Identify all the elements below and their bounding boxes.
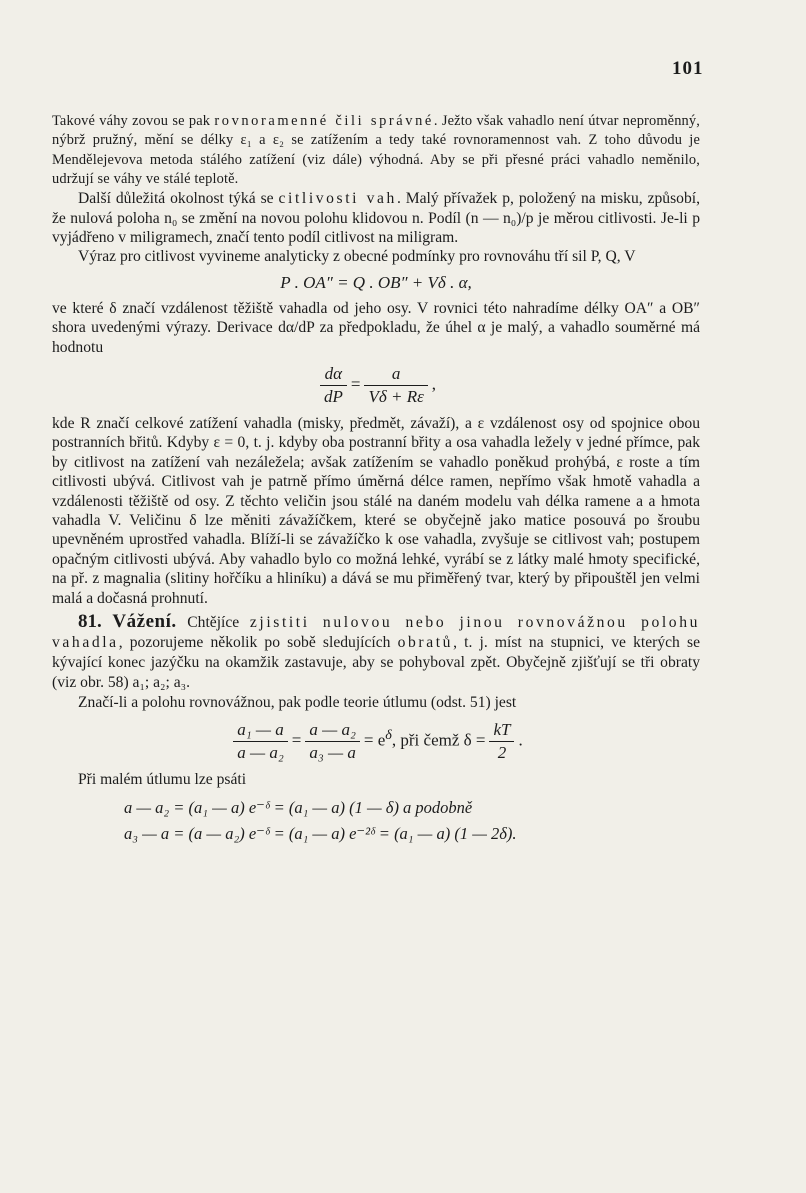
- section-81: 81. Vážení. Chtějíce zjistiti nulovou nebo jinou rovnovážnou polohu vahadla, pozorujeme několik po sobě sledujících obratů, t. j. míst na stupnici, ve kterých se kývající konec jazýčku na okamžik zastavuje, aby se pohyboval zpět. Obyčejně zjišťují se tři obraty (viz obr. 58) a₁; a₂; a₃.: [52, 611, 701, 692]
- emphasis-obratu: obratů: [397, 634, 454, 652]
- equation-block-small-damping: [52, 795, 700, 847]
- paragraph-analytic: Výraz pro citlivost vyvineme analyticky z obecné podmínky pro rovnováhu tří sil P, Q, V: [78, 248, 636, 266]
- fraction-1: $\frac{\text{a₁ — a}}{\text{a — a₂}}$: [233, 719, 288, 764]
- page-number: 101: [672, 58, 704, 79]
- paragraph-small-damping: Při malém útlumu lze psáti: [78, 770, 247, 788]
- fraction-da-dp: $\frac{d\alpha}{dP}$: [320, 363, 347, 408]
- emphasis-citlivost: citlivosti vah: [278, 190, 397, 208]
- fraction-2: $\frac{\text{a — a₂}}{\text{a₃ — a}}$: [305, 719, 360, 764]
- paragraph-damping: Značí-li a polohu rovnovážnou, pak podle teorie útlumu (odst. 51) jest: [78, 694, 517, 712]
- fraction-a-over: $\frac{a}{V\delta + R\varepsilon}$: [364, 363, 427, 408]
- section-title: Vážení.: [112, 611, 177, 633]
- equation-line-2: a₃ — a = (a — a₂) e⁻ᵟ = (a₁ — a) e⁻²ᵟ = (a₁ — a) (1 — 2δ).: [124, 823, 517, 843]
- page-body: [52, 112, 700, 847]
- equation-damping-ratio: $\frac{\text{a₁ — a}}{\text{a — a₂}}$ = $\frac{\text{a — a₂}}{\text{a₃ — a}}$ = $e^\delta$, při čemž δ = $\frac{kT}{2}$ .: [52, 719, 700, 764]
- paragraph-sensitivity: Další důležitá okolnost týká se citlivosti vah. Malý přívažek p, položený na misku, způsobí, že nulová poloha n₀ se změní na novou polohu klidovou n. Podíl (n — n₀)/p je měrou citlivosti. Je-li p vyjádřeno v miligramech, značí tento podíl citlivost na miligram.: [52, 190, 700, 246]
- equation-line-1: a — a₂ = (a₁ — a) e⁻ᵟ = (a₁ — a) (1 — δ) a podobně: [124, 797, 473, 817]
- equation-sensitivity-derivative: $\frac{d\alpha}{dP}$ = $\frac{a}{V\delta + R\varepsilon}$ ,: [52, 363, 700, 408]
- section-number: 81.: [78, 611, 102, 633]
- paragraph-balance-equal-arm: Takové váhy zovou se pak rovnoramenné čili správné. Ježto však vahadlo není útvar neproměnný, nýbrž pružný, mění se délky ε₁ a ε₂ se zatížením a tedy také rovnoramennost vah. Z toho důvodu je Mendělejevova metoda stálého zatížení (viz dále) výhodná. Aby se při přesné práci vahadlo neměnilo, udržují se váhy ve stálé teplotě.: [52, 113, 700, 187]
- paragraph-load: kde R značí celkové zatížení vahadla (misky, předmět, závaží), a ε vzdálenost osy od spojnice obou postranních břitů. Kdyby ε = 0, t. j. kdyby oba postranní břity a osa vahadla ležely v jedné přímce, pak by citlivost na zatížení vah nezáležela; avšak zatížením se vahadlo poněkud prohýbá, ε roste a tím citlivosti ubývá. Citlivost vah je patrně přímo úměrná délce ramen, nepřímo však hmotě vahadla a vzdálenosti těžiště od osy. Z těchto veličin jsou stálé na daném modelu vah délka ramene a a hmota vahadla V. Veličinu δ lze měniti závažíčkem, které se obyčejně jako matice posouvá po šroubu upevněném uprostřed vahadla. Blíží-li se závažíčko k ose vahadla, zvyšuje se citlivost vah; postupem opačným citlivosti ubývá. Aby vahadlo bylo co možná lehké, vyrábí se z látky malé hmoty specifické, na př. z magnalia (slitiny hořčíku a hliníku) a dává se mu přiměřený tvar, který by připouštěl jen velmi malá a dočasná prohnutí.: [52, 415, 700, 607]
- fraction-3: $\frac{kT}{2}$: [489, 719, 514, 764]
- emphasis-zjistiti: zjistiti nulovou nebo jinou rovnovážnou polohu vahadla: [52, 614, 700, 652]
- equation-equilibrium: P . OA″ = Q . OB″ + Vδ . α,: [280, 272, 472, 292]
- emphasis-rovnoramenne: rovnoramenné čili správné: [214, 113, 434, 129]
- paragraph-derivative: ve které δ značí vzdálenost těžiště vahadla od jeho osy. V rovnici této nahradíme délky OA″ a OB″ shora uvedenými výrazy. Derivace dα/dP za předpokladu, že úhel α je malý, a vahadlo souměrné má hodnotu: [52, 299, 700, 356]
